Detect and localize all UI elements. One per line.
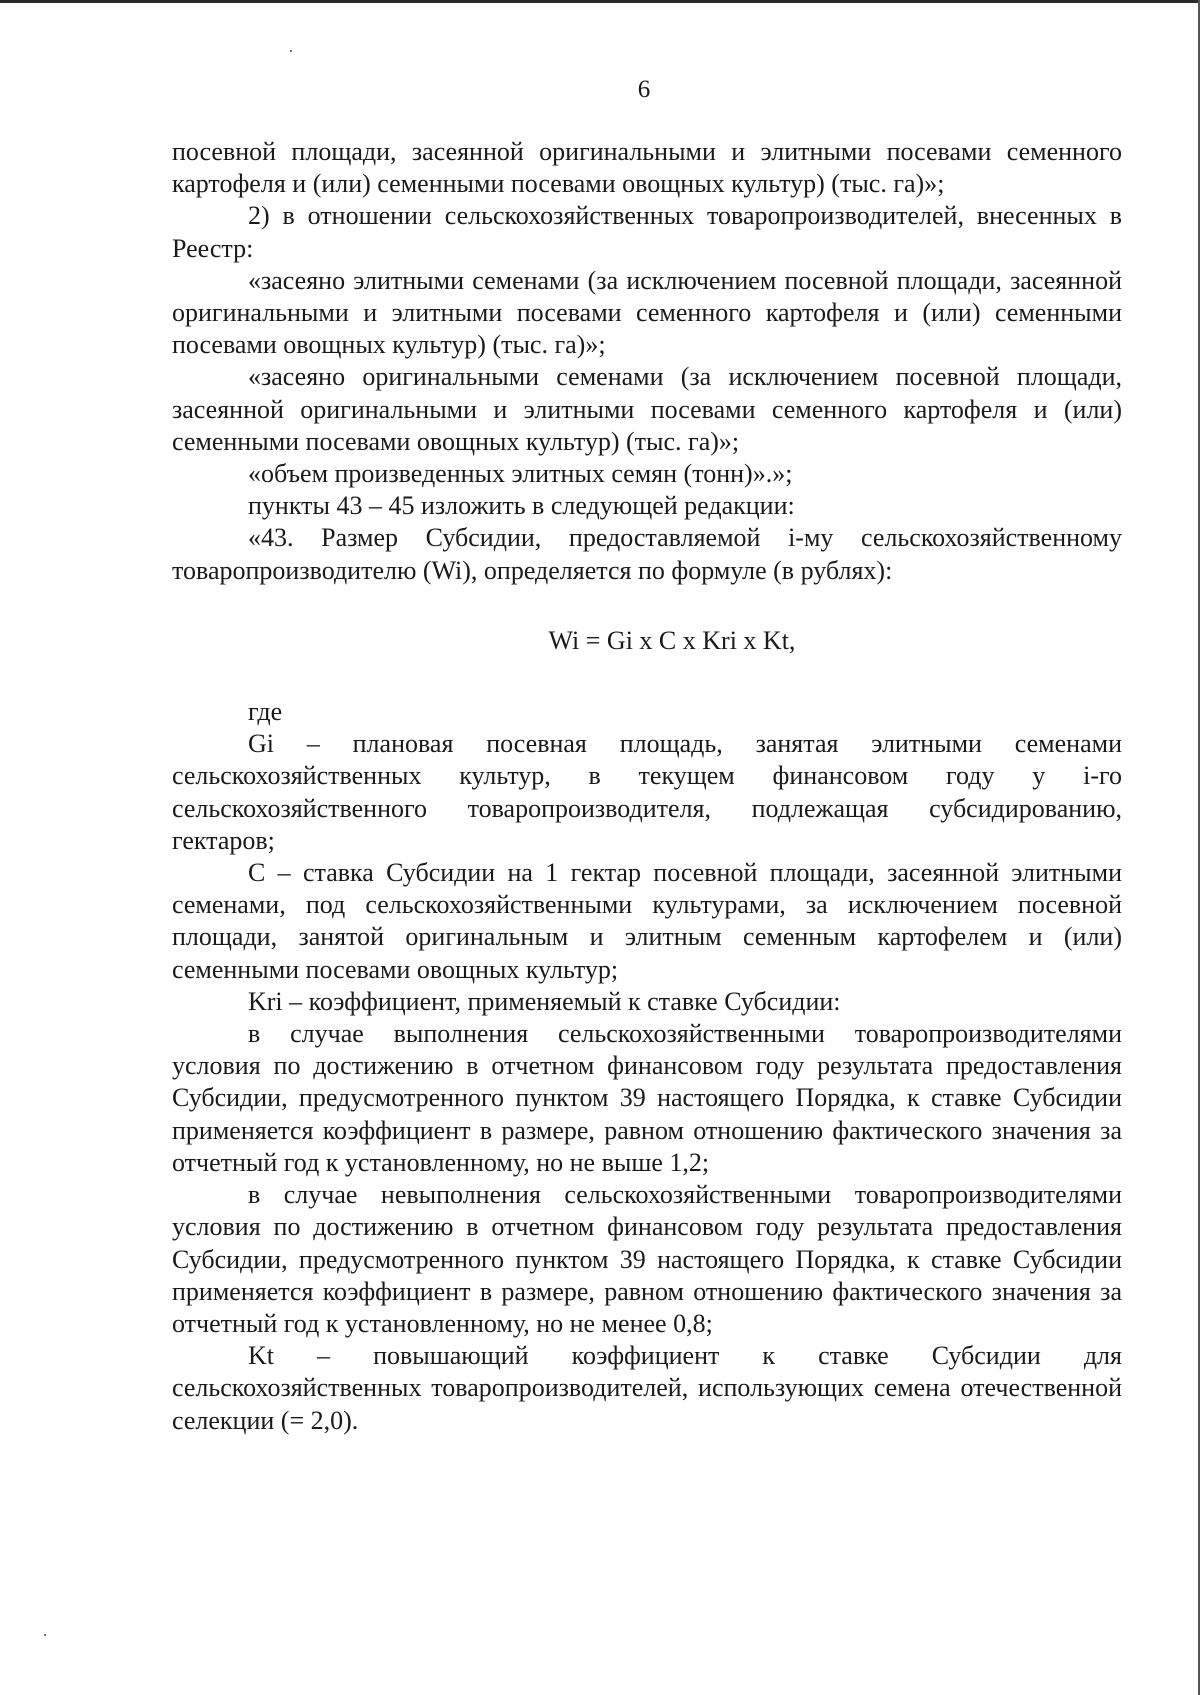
paragraph-volume: «объем произведенных элитных семян (тонн)».»; (248, 459, 793, 489)
definition-c: С – ставка Субсидии на 1 гектар посевной площади, засеянной элитными семенами, под сельскохозяйственными культурами, за исключением посевной площади, занятой оригинальным и элитным семенным картофелем и (или) семенными посевами овощных культур; (172, 858, 1122, 984)
definition-gi: Gi – плановая посевная площадь, занятая элитными семенами сельскохозяйственных культур, в текущем финансовом году у i-го сельскохозяйственного товаропроизводителя, подлежащая субсидированию, гектаров; (172, 729, 1122, 855)
scan-speck (290, 50, 292, 52)
formula: Wi = Gi x C x Kri x Kt, (548, 625, 796, 655)
paragraph-continuation: посевной площади, засеянной оригинальными и элитными посевами семенного картофеля и (или) семенными посевами овощных культур) (тыс. га)»; (172, 137, 1122, 199)
paragraph-where: где (248, 697, 283, 727)
paragraph-points: пункты 43 – 45 изложить в следующей редакции: (248, 491, 795, 521)
paragraph-elite-seeds: «засеяно элитными семенами (за исключением посевной площади, засеянной оригинальными и элитными посевами семенного картофеля и (или) семенными посевами овощных культур) (тыс. га)»; (172, 265, 1122, 360)
paragraph-original-seeds: «засеяно оригинальными семенами (за исключением посевной площади, засеянной оригинальными и элитными посевами семенного картофеля и (или) семенными посевами овощных культур) (тыс. га)»; (172, 362, 1122, 456)
kri-case-fulfilled: в случае выполнения сельскохозяйственными товаропроизводителями условия по достижению в отчетном финансовом году результата предоставления Субсидии, предусмотренного пунктом 39 настоящего Порядка, к ставке Субсидии применяется коэффициент в размере, равном отношению фактического значения за отчетный год к установленному, но не выше 1,2; (172, 1019, 1122, 1177)
definition-kri: Kri – коэффициент, применяемый к ставке Субсидии: (248, 986, 841, 1016)
paragraph-item-43: «43. Размер Субсидии, предоставляемой i-му сельскохозяйственному товаропроизводителю (Wi), определяется по формуле (в рублях): (172, 523, 1122, 585)
kri-case-not-fulfilled: в случае невыполнения сельскохозяйственными товаропроизводителями условия по достижению в отчетном финансовом году результата предоставления Субсидии, предусмотренного пунктом 39 настоящего Порядка, к ставке Субсидии применяется коэффициент в размере, равном отношению фактического значения за отчетный год к установленному, но не менее 0,8; (172, 1180, 1122, 1338)
document-body (172, 136, 1122, 1437)
page-number: 6 (637, 76, 651, 103)
definition-kt: Kt – повышающий коэффициент к ставке Субсидии для сельскохозяйственных товаропроизводителей, использующих семена отечественной селекции (= 2,0). (172, 1341, 1122, 1435)
scan-speck (44, 1634, 46, 1636)
scan-top-edge (0, 0, 1200, 3)
paragraph-item-2: 2) в отношении сельскохозяйственных товаропроизводителей, внесенных в Реестр: (172, 201, 1122, 263)
